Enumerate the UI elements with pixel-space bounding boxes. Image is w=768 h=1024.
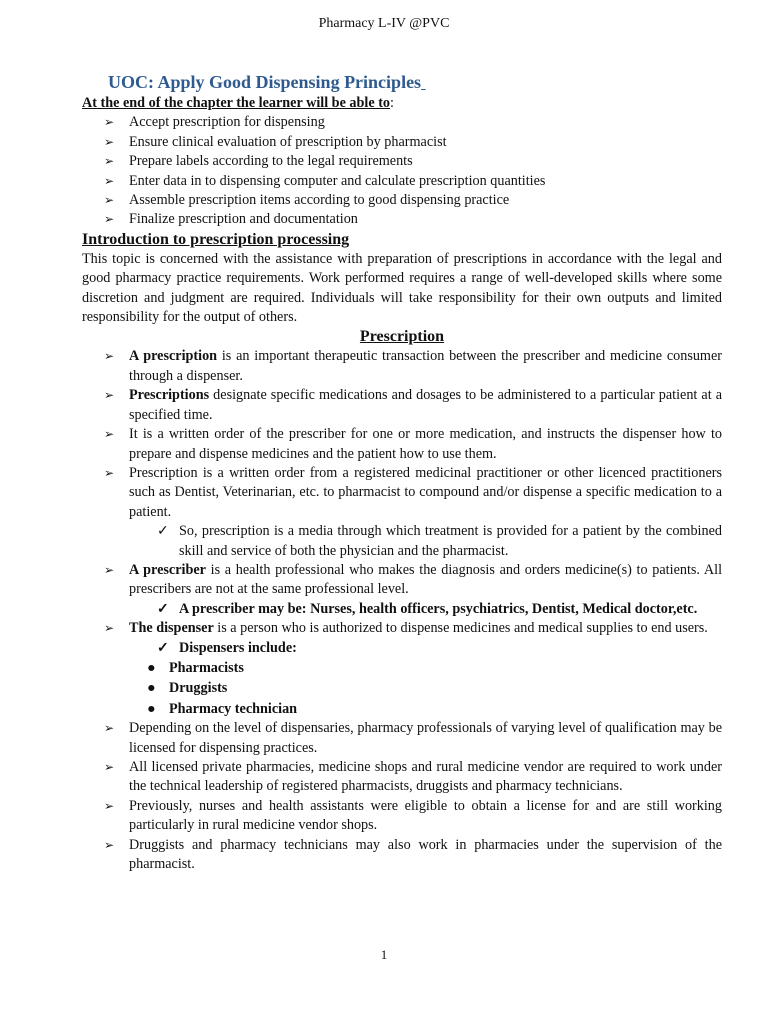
objectives-intro-text: At the end of the chapter the learner will be able to (82, 95, 391, 111)
check-item (82, 522, 722, 561)
list-item-text: Assemble prescription items according to good dispensing practice (129, 192, 510, 209)
list-item-text: Ensure clinical evaluation of prescription by pharmacist (129, 133, 447, 150)
arrow-bullet-icon: ➢ (104, 193, 115, 208)
list-item-text: Pharmacists (169, 659, 244, 676)
list-item (82, 152, 722, 171)
list-item (82, 172, 722, 191)
arrow-bullet-icon: ➢ (104, 115, 115, 130)
list-item-text: is a person who is authorized to dispense medicines and medical supplies to end users. (213, 620, 708, 637)
page-number: 1 (380, 947, 388, 962)
list-item-text: Pharmacy technician (169, 700, 298, 717)
more-list (82, 719, 722, 874)
check-item (82, 639, 722, 658)
list-item (82, 797, 722, 836)
list-item (82, 836, 722, 875)
arrow-bullet-icon: ➢ (104, 621, 115, 636)
list-item-text: Prescription is a written order from a registered medicinal practitioner or other licenced practitioners such as Dentist, Veterinarian, etc. to pharmacist to compound and/or dispense a specific medication to a patient. (129, 464, 722, 520)
dispenser-list (82, 619, 722, 638)
list-item (82, 425, 722, 464)
list-item-text: Prepare labels according to the legal requirements (129, 153, 413, 170)
list-item (82, 210, 722, 229)
arrow-bullet-icon: ➢ (104, 760, 115, 774)
checkmark-icon: ✓ (157, 523, 169, 540)
list-item (82, 719, 722, 758)
page-header: Pharmacy L-IV @PVC (318, 16, 450, 31)
list-item (82, 464, 722, 522)
arrow-bullet-icon: ➢ (104, 798, 115, 813)
arrow-bullet-icon: ➢ (104, 837, 115, 852)
list-item-text: Enter data in to dispensing computer and calculate prescription quantities (129, 172, 546, 189)
checkmark-icon: ✓ (157, 639, 169, 656)
arrow-bullet-icon: ➢ (104, 134, 115, 149)
objectives-intro-colon: : (390, 95, 394, 111)
list-item-text: All licensed private pharmacies, medicine shops and rural medicine vendor are required to work under the technical leadership of registered pharmacists, druggists and pharmacy technicians. (129, 759, 722, 795)
arrow-bullet-icon: ➢ (104, 562, 115, 577)
check-item-text: Dispensers include: (179, 639, 297, 656)
list-item (82, 113, 722, 132)
list-item-text: Druggists (169, 680, 228, 697)
list-item-text: is a health professional who makes the diagnosis and orders medicine(s) to patients. All prescribers are not at the same professional level. (129, 561, 723, 598)
dot-bullet-icon: ● (147, 680, 156, 697)
list-item-text: It is a written order of the prescriber for one or more medication, and instructs the dispenser how to prepare and dispense medicines and the patient how to use them. (129, 426, 722, 462)
list-item (82, 347, 722, 386)
list-item-text: Druggists and pharmacy technicians may also work in pharmacies under the supervision of the pharmacist. (129, 836, 722, 873)
list-item (82, 561, 722, 600)
list-item-text: Depending on the level of dispensaries, pharmacy professionals of varying level of qualification may be licensed for dispensing practices. (129, 720, 722, 756)
uoc-title (108, 70, 426, 94)
list-item-text: is an important therapeutic transaction between the prescriber and medicine consumer through a dispenser. (129, 348, 722, 384)
arrow-bullet-icon: ➢ (104, 349, 115, 364)
dot-bullet-icon: ● (147, 659, 156, 676)
list-item-bold: Prescriptions (129, 387, 210, 404)
arrow-bullet-icon: ➢ (104, 154, 115, 169)
list-item (82, 679, 722, 698)
list-item-bold: A prescriber (129, 561, 206, 578)
uoc-title-underline (421, 72, 426, 92)
list-item (82, 758, 722, 797)
check-item (82, 600, 722, 619)
list-item (82, 386, 722, 425)
objectives-list (82, 113, 722, 229)
arrow-bullet-icon: ➢ (104, 212, 115, 227)
document-body (82, 94, 722, 874)
prescriber-list (82, 561, 722, 600)
list-item-text: designate specific medications and dosages to be administered to a particular patient at a specified time. (129, 387, 722, 423)
list-item (82, 619, 722, 638)
objectives-intro (82, 94, 722, 113)
intro-paragraph: This topic is concerned with the assistance with preparation of prescriptions in accordance with the legal and good pharmacy practice requirements. Work performed requires a range of well-developed skills where some discretion and judgment are required. Individuals will take responsibility for their own outputs and limited responsibility for the output of others. (82, 250, 722, 326)
prescription-title: Prescription (359, 328, 445, 346)
list-item-bold: A prescription (129, 348, 218, 365)
list-item-text: Previously, nurses and health assistants were eligible to obtain a license for and are still working particularly in rural medicine vendor shops. (129, 797, 722, 834)
dot-bullet-icon: ● (147, 700, 156, 717)
list-item (82, 133, 722, 152)
list-item (82, 659, 722, 678)
intro-section-title: Introduction to prescription processing (82, 230, 350, 248)
arrow-bullet-icon: ➢ (104, 427, 115, 442)
arrow-bullet-icon: ➢ (104, 721, 115, 736)
checkmark-icon: ✓ (157, 600, 169, 617)
check-item-text: A prescriber may be: Nurses, health officers, psychiatrics, Dentist, Medical doctor,etc. (179, 600, 698, 617)
uoc-title-text: UOC: Apply Good Dispensing Principles (108, 72, 422, 92)
arrow-bullet-icon: ➢ (104, 173, 115, 188)
arrow-bullet-icon: ➢ (104, 465, 115, 480)
list-item-text: Finalize prescription and documentation (129, 211, 358, 228)
list-item (82, 700, 722, 719)
list-item-text: Accept prescription for dispensing (129, 114, 325, 131)
check-item-text: So, prescription is a media through which treatment is provided for a patient by the combined skill and service of both the physician and the pharmacist. (179, 523, 722, 559)
list-item-bold: The dispenser (129, 620, 214, 637)
prescription-list (82, 347, 722, 522)
arrow-bullet-icon: ➢ (104, 388, 115, 403)
list-item (82, 191, 722, 210)
